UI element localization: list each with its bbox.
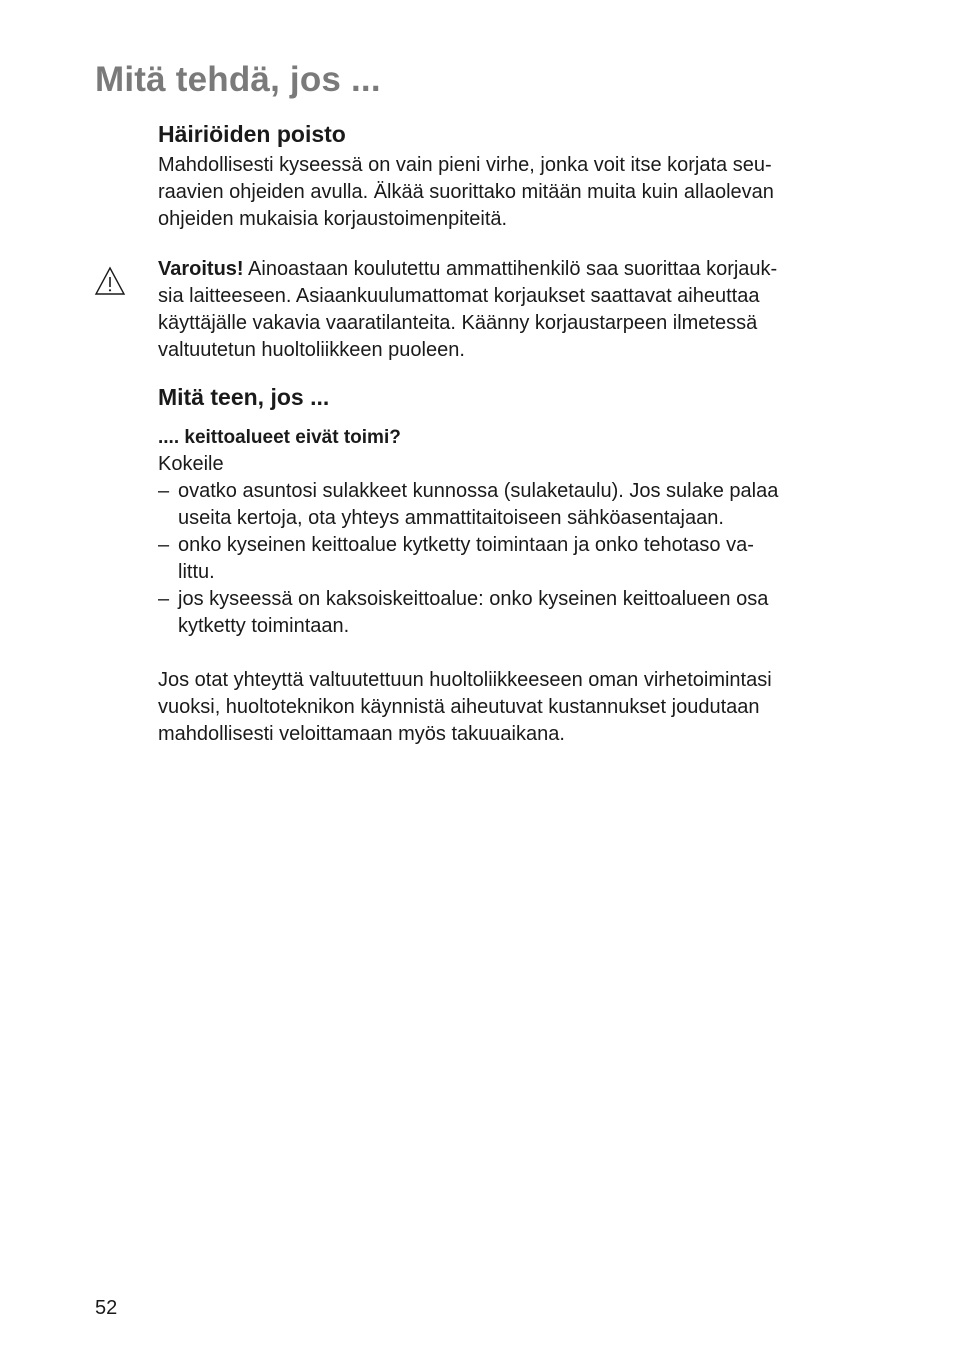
dash-bullet: – bbox=[158, 588, 170, 610]
warning-line: käyttäjälle vakavia vaaratilanteita. Käänny korjaustarpeen ilmetessä bbox=[158, 312, 758, 334]
list-item-line: jos kyseessä on kaksoiskeittoalue: onko kyseinen keittoalueen osa bbox=[178, 588, 769, 610]
section-heading-troubleshooting: Häiriöiden poisto bbox=[158, 121, 346, 147]
list-item-line: kytketty toimintaan. bbox=[178, 615, 350, 637]
warning-line bbox=[158, 256, 878, 283]
warning-label: Varoitus! bbox=[158, 258, 244, 280]
intro-line: Mahdollisesti kyseessä on vain pieni virhe, jonka voit itse korjata seu- bbox=[158, 154, 772, 176]
question-heading: .... keittoalueet eivät toimi? bbox=[158, 427, 401, 448]
warning-text: Ainoastaan koulutettu ammattihenkilö saa suorittaa korjauk- bbox=[243, 258, 778, 280]
dash-bullet: – bbox=[158, 480, 170, 502]
section-what-to-do bbox=[158, 382, 878, 748]
closing-paragraph bbox=[158, 667, 878, 748]
intro-line: raavien ohjeiden avulla. Älkää suorittako mitään muita kuin allaolevan bbox=[158, 181, 774, 203]
checklist bbox=[158, 478, 878, 640]
list-item-line: littu. bbox=[178, 561, 215, 583]
list-item bbox=[158, 586, 878, 640]
closing-line: Jos otat yhteyttä valtuutettuun huoltoliikkeeseen oman virhetoimintasi bbox=[158, 669, 772, 691]
warning-block bbox=[158, 256, 878, 364]
page-number: 52 bbox=[95, 1297, 118, 1319]
closing-line: mahdollisesti veloittamaan myös takuuaikana. bbox=[158, 723, 565, 745]
warning-triangle-icon bbox=[94, 266, 126, 296]
list-item-line: useita kertoja, ota yhteys ammattitaitoiseen sähköasentajaan. bbox=[178, 507, 724, 529]
page-title: Mitä tehdä, jos ... bbox=[95, 60, 381, 99]
list-item bbox=[158, 532, 878, 586]
section-heading-what-to-do: Mitä teen, jos ... bbox=[158, 384, 330, 410]
section-troubleshooting bbox=[158, 119, 878, 233]
list-item-line: ovatko asuntosi sulakkeet kunnossa (sulaketaulu). Jos sulake palaa bbox=[178, 480, 779, 502]
warning-line: valtuutetun huoltoliikkeen puoleen. bbox=[158, 339, 465, 361]
try-label: Kokeile bbox=[158, 453, 224, 475]
dash-bullet: – bbox=[158, 534, 170, 556]
intro-line: ohjeiden mukaisia korjaustoimenpiteitä. bbox=[158, 208, 508, 230]
list-item bbox=[158, 478, 878, 532]
intro-paragraph bbox=[158, 152, 878, 233]
warning-line: sia laitteeseen. Asiaankuulumattomat korjaukset saattavat aiheuttaa bbox=[158, 285, 760, 307]
list-item-line: onko kyseinen keittoalue kytketty toimintaan ja onko tehotaso va- bbox=[178, 534, 754, 556]
closing-line: vuoksi, huoltoteknikon käynnistä aiheutuvat kustannukset joudutaan bbox=[158, 696, 760, 718]
